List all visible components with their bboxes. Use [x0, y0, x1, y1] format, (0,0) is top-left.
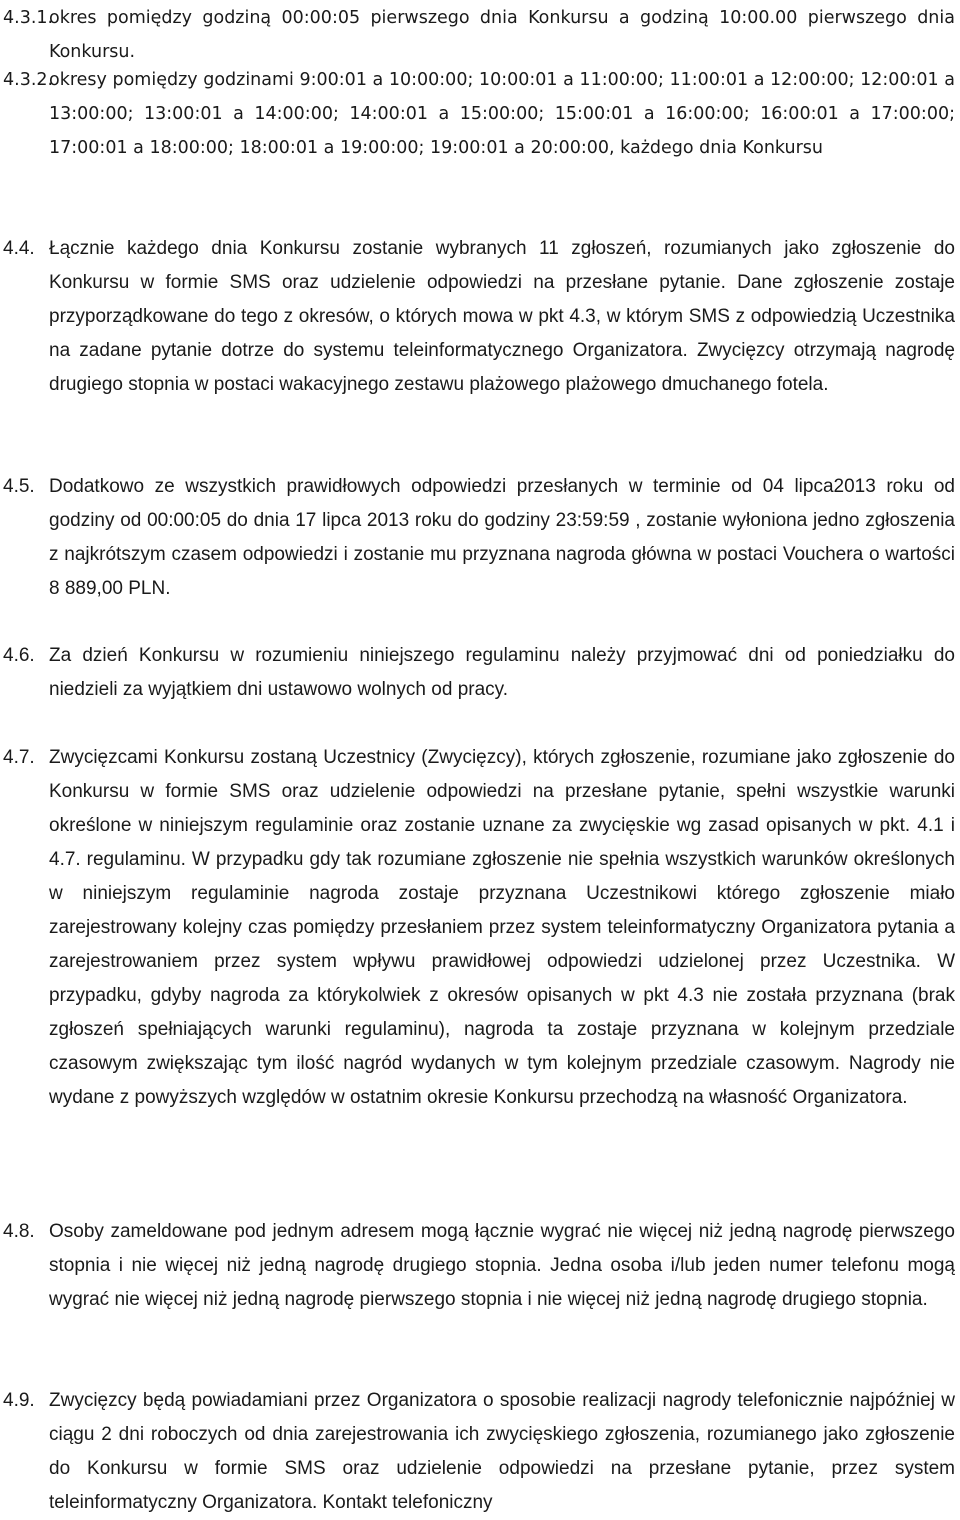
clause-text: Dodatkowo ze wszystkich prawidłowych odpowiedzi przesłanych w terminie od 04 lipca2013 roku od godziny od 00:00:05 do dnia 17 lipca 2013 roku do godziny 23:59:59 , zostanie wyłoniona jedno zgłoszenia z najkrótszym czasem odpowiedzi i zostanie mu przyznana nagroda główna w postaci Vouchera o wartości 8 889,00 PLN.	[49, 476, 955, 599]
clause-text: Zwycięzcami Konkursu zostaną Uczestnicy (Zwycięzcy), których zgłoszenie, rozumiane jako zgłoszenie do Konkursu w formie SMS oraz udzielenie odpowiedzi na przesłane pytanie, spełni wszystkie warunki określone w niniejszym regulaminie oraz zostanie uznane za zwycięskie wg zasad opisanych w pkt. 4.1 i 4.7. regulaminu. W przypadku gdy tak rozumiane zgłoszenie nie spełnia wszystkich warunków określonych w niniejszym regulaminie nagroda zostaje przyznana Uczestnikowi którego zgłoszenie miało zarejestrowany kolejny czas pomiędzy przesłaniem przez system teleinformatyczny Organizatora pytania a zarejestrowaniem przez system wpływu prawidłowej odpowiedzi udzielonej przez Uczestnika. W przypadku, gdyby nagroda za którykolwiek z okresów opisanych w pkt 4.3 nie została przyznana (brak zgłoszeń spełniających warunki regulaminu), nagroda ta zostaje przyznana w kolejnym przedziale czasowym zwiększając tym ilość nagród wydanych w tym kolejnym przedziale czasowym. Nagrody nie wydane z powyższych względów w ostatnim okresie Konkursu przechodzą na własność Organizatora.	[49, 747, 955, 1108]
clause-number: 4.3.2.	[3, 70, 54, 90]
clause-number: 4.4.	[3, 238, 35, 259]
clause-text: Zwycięzcy będą powiadamiani przez Organizatora o sposobie realizacji nagrody telefonicznie najpóźniej w ciągu 2 dni roboczych od dnia zarejestrowania ich zwycięskiego zgłoszenia, rozumianego jako zgłoszenie do Konkursu w formie SMS oraz udzielenie odpowiedzi na przesłane pytanie, przez system teleinformatyczny Organizatora. Kontakt telefoniczny	[49, 1390, 955, 1513]
clause-number: 4.6.	[3, 645, 35, 666]
clause-text: Łącznie każdego dnia Konkursu zostanie wybranych 11 zgłoszeń, rozumianych jako zgłoszenie do Konkursu w formie SMS oraz udzielenie odpowiedzi na przesłane pytanie. Dane zgłoszenie zostaje przyporządkowane do tego z okresów, o których mowa w pkt 4.3, w którym SMS z odpowiedzią Uczestnika na zadane pytanie dotrze do systemu teleinformatycznego Organizatora. Zwycięzcy otrzymają nagrodę drugiego stopnia w postaci wakacyjnego zestawu plażowego plażowego dmuchanego fotela.	[49, 238, 955, 395]
clause-number: 4.3.1.	[3, 8, 54, 28]
clause-number: 4.9.	[3, 1390, 35, 1411]
clause-text: Osoby zameldowane pod jednym adresem mogą łącznie wygrać nie więcej niż jedną nagrodę pierwszego stopnia i nie więcej niż jedną nagrodę drugiego stopnia. Jedna osoba i/lub jeden numer telefonu mogą wygrać nie więcej niż jedną nagrodę pierwszego stopnia i nie więcej niż jedną nagrodę drugiego stopnia.	[49, 1221, 955, 1310]
clause-text: Za dzień Konkursu w rozumieniu niniejszego regulaminu należy przyjmować dni od poniedziałku do niedzieli za wyjątkiem dni ustawowo wolnych od pracy.	[49, 645, 955, 700]
clause-text: okresy pomiędzy godzinami 9:00:01 a 10:00:00; 10:00:01 a 11:00:00; 11:00:01 a 12:00:00; 12:00:01 a 13:00:00; 13:00:01 a 14:00:00; 14:00:01 a 15:00:00; 15:00:01 a 16:00:00; 16:00:01 a 17:00:00; 17:00:01 a 18:00:00; 18:00:01 a 19:00:00; 19:00:01 a 20:00:00, każdego dnia Konkursu	[49, 70, 955, 158]
clause-text: okres pomiędzy godziną 00:00:05 pierwszego dnia Konkursu a godziną 10:00.00 pierwszego dnia Konkursu.	[49, 8, 955, 62]
clause-number: 4.8.	[3, 1221, 35, 1242]
clause-number: 4.7.	[3, 747, 35, 768]
clause-number: 4.5.	[3, 476, 35, 497]
